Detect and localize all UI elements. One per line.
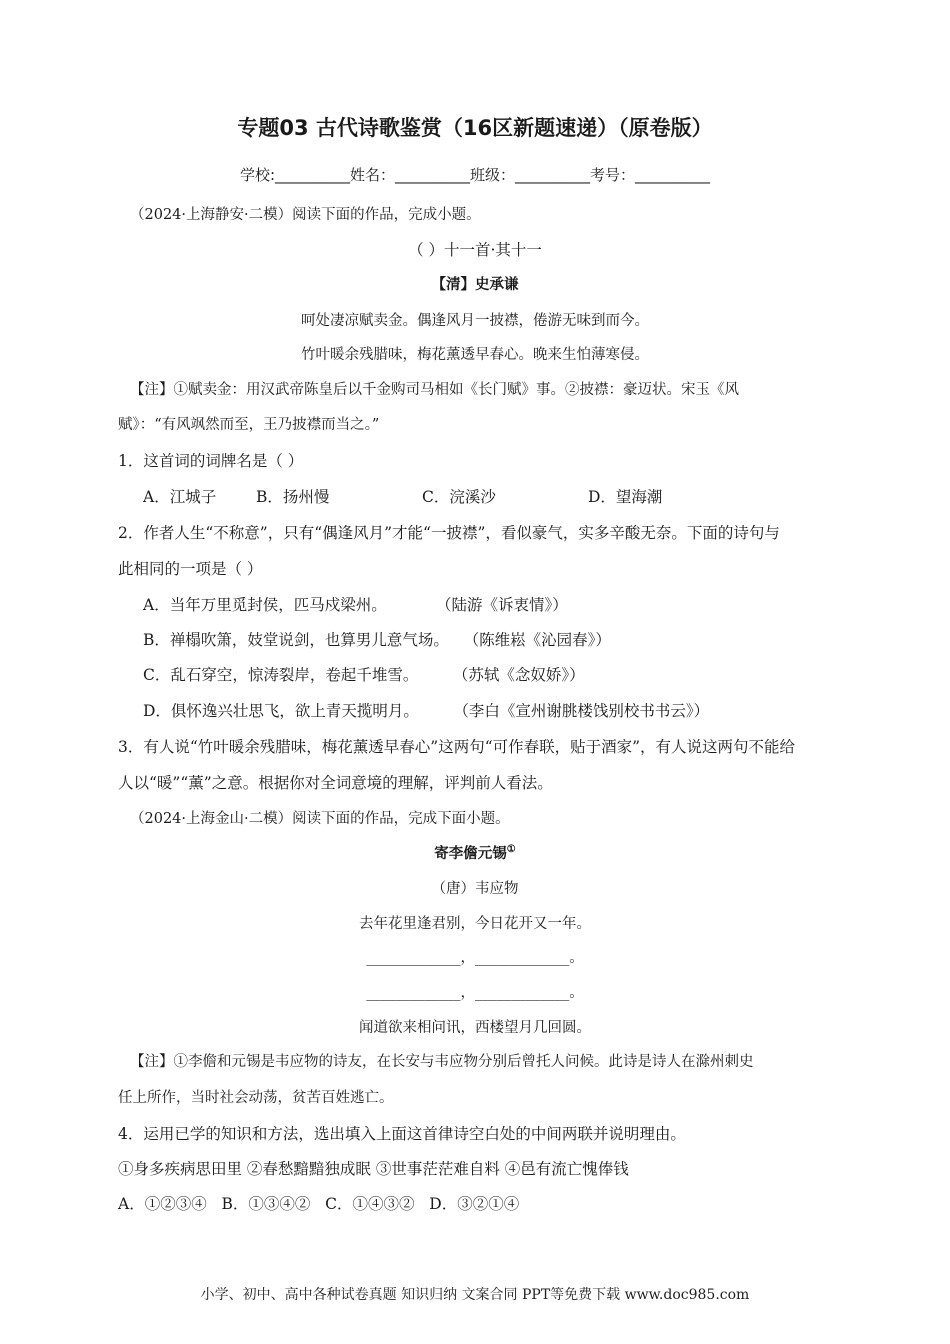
question-4: 4．运用已学的知识和方法，选出填入上面这首律诗空白处的中间两联并说明理由。 [118,1125,686,1143]
question-1: 1．这首词的词牌名是（ ） [118,452,304,470]
section1-poem-title: （ ）十一首·其十一 [408,241,542,259]
q4-choices: ①身多疾病思田里 ②春愁黯黯独成眠 ③世事茫茫难自料 ④邑有流亡愧俸钱 [118,1160,629,1178]
section1-note-line-2: 赋》：“有风飒然而至，王乃披襟而当之。” [118,417,380,433]
q1-option-b: B．扬州慢 [256,488,330,506]
page-footer: 小学、初中、高中各种试卷真题 知识归纳 文案合同 PPT等免费下载 www.doc985.com [200,1287,750,1303]
section1-poem-line-2: 竹叶暖余残腊味，梅花薰透早春心。晚来生怕薄寒侵。 [301,347,649,363]
section2-poem-blank-2: _____________，_____________。 [366,985,584,1001]
section2-intro: （2024·上海金山·二模）阅读下面的作品，完成下面小题。 [130,811,510,827]
question-2-line-2: 此相同的一项是（ ） [118,560,263,578]
page-title: 专题03 古代诗歌鉴赏（16区新题速递）（原卷版） [237,116,713,140]
section2-poem-line-4: 闻道欲来相问讯，西楼望月几回圆。 [359,1020,591,1036]
question-2-line-1: 2．作者人生“不称意”，只有“偶逢风月”才能“一披襟”，看似豪气，实多辛酸无奈。下面的诗句与 [118,524,780,542]
student-info-line: 学校:__________姓名：__________班级：__________考号：__________ [239,166,711,184]
q1-option-c: C．浣溪沙 [422,488,496,506]
section2-poem-title-wrap [0,842,950,863]
section1-intro: （2024·上海静安·二模）阅读下面的作品，完成小题。 [130,207,481,223]
q2-option-a: A．当年万里觅封侯，匹马戍梁州。 （陆游《诉衷情》） [143,596,568,614]
question-3-line-1: 3．有人说“竹叶暖余残腊味，梅花薰透早春心”这两句“可作春联，贴于酒家”，有人说这两句不能给 [118,738,796,756]
section2-poem-blank-1: _____________，_____________。 [366,950,584,966]
footnote-mark: ① [506,844,516,856]
q2-option-b: B．禅榻吹箫，妓堂说剑，也算男儿意气场。 （陈维崧《沁园春》） [143,631,611,649]
question-3-line-2: 人以“暖”“薰”之意。根据你对全词意境的理解，评判前人看法。 [118,774,553,792]
q4-options: A．①②③④ B．①③④② C．①④③② D．③②①④ [118,1195,520,1213]
q1-option-d: D．望海潮 [588,488,663,506]
section1-note-line-1: 【注】①赋卖金：用汉武帝陈皇后以千金购司马相如《长门赋》事。②披襟：豪迈状。宋玉《风 [130,382,739,398]
section2-note-line-2: 任上所作，当时社会动荡，贫苦百姓逃亡。 [118,1090,394,1106]
section2-poem-line-1: 去年花里逢君别，今日花开又一年。 [359,916,591,932]
q2-option-d: D．俱怀逸兴壮思飞，欲上青天揽明月。 （李白《宣州谢朓楼饯别校书书云》） [143,702,710,720]
section2-note-line-1: 【注】①李儋和元锡是韦应物的诗友，在长安与韦应物分别后曾托人问候。此诗是诗人在滁州刺史 [130,1054,754,1070]
section1-author: 【清】史承谦 [431,276,519,293]
q2-option-c: C．乱石穿空，惊涛裂岸，卷起千堆雪。 （苏轼《念奴娇》） [143,666,585,684]
q1-option-a: A．江城子 [143,488,217,506]
section2-author: （唐）韦应物 [431,881,519,897]
section1-poem-line-1: 呵处凄凉赋卖金。偶逢风月一披襟，倦游无味到而今。 [301,313,649,329]
section2-poem-title: 寄李儋元锡 [434,845,507,862]
